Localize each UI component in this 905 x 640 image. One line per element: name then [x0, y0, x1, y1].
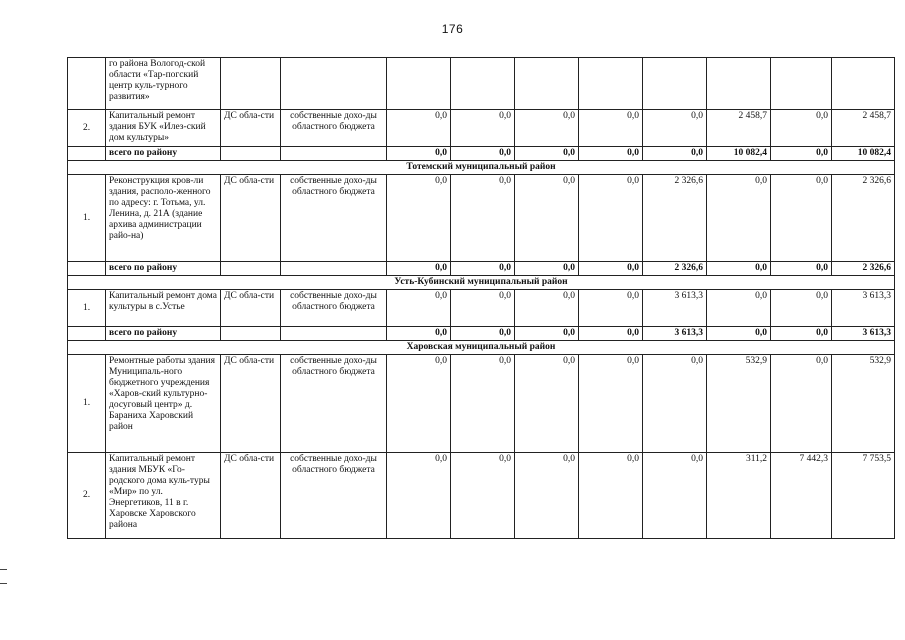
total-label: всего по району [106, 262, 221, 276]
funding-source: собственные дохо-ды областного бюджета [281, 110, 387, 147]
amount-cell: 0,0 [451, 147, 515, 161]
amount-cell: 0,0 [643, 355, 707, 453]
amount-cell: 2 326,6 [832, 175, 895, 262]
amount-cell [707, 58, 771, 110]
amount-cell: 0,0 [707, 290, 771, 327]
amount-cell: 2 458,7 [832, 110, 895, 147]
amount-cell: 0,0 [579, 175, 643, 262]
total-label: всего по району [106, 147, 221, 161]
amount-cell: 0,0 [579, 327, 643, 341]
amount-cell: 3 613,3 [832, 290, 895, 327]
row-number-cell [68, 262, 106, 276]
amount-cell: 532,9 [832, 355, 895, 453]
responsible-executor [221, 58, 281, 110]
total-label: всего по району [106, 327, 221, 341]
funding-source-cell [281, 327, 387, 341]
district-title: Харовская муниципальный район [68, 341, 895, 355]
table-row [68, 290, 895, 327]
funding-source-cell [281, 262, 387, 276]
funding-source [281, 58, 387, 110]
object-name: Капитальный ремонт дома культуры в с.Устье [106, 290, 221, 327]
responsible-executor: ДС обла-сти [221, 175, 281, 262]
amount-cell: 0,0 [579, 290, 643, 327]
amount-cell: 10 082,4 [832, 147, 895, 161]
amount-cell: 0,0 [387, 290, 451, 327]
responsible-executor: ДС обла-сти [221, 355, 281, 453]
table-row [68, 453, 895, 539]
amount-cell: 0,0 [387, 327, 451, 341]
budget-table [67, 57, 895, 539]
amount-cell: 2 326,6 [643, 262, 707, 276]
amount-cell: 0,0 [387, 453, 451, 539]
responsible-executor: ДС обла-сти [221, 453, 281, 539]
table-row [68, 355, 895, 453]
amount-cell: 2 326,6 [643, 175, 707, 262]
edge-mark [0, 583, 7, 584]
amount-cell: 0,0 [707, 262, 771, 276]
amount-cell: 0,0 [643, 147, 707, 161]
amount-cell: 0,0 [771, 110, 832, 147]
amount-cell: 0,0 [515, 290, 579, 327]
row-number: 2. [68, 453, 106, 539]
amount-cell: 0,0 [579, 355, 643, 453]
amount-cell: 0,0 [515, 110, 579, 147]
page-number: 176 [441, 22, 464, 36]
amount-cell: 10 082,4 [707, 147, 771, 161]
edge-mark [0, 569, 7, 570]
district-title: Тотемский муниципальный район [68, 161, 895, 175]
responsible-cell [221, 262, 281, 276]
district-section-row [68, 276, 895, 290]
amount-cell: 0,0 [451, 110, 515, 147]
amount-cell: 0,0 [579, 453, 643, 539]
district-total-row [68, 147, 895, 161]
responsible-executor: ДС обла-сти [221, 110, 281, 147]
amount-cell: 0,0 [451, 175, 515, 262]
amount-cell: 0,0 [515, 355, 579, 453]
amount-cell [579, 58, 643, 110]
amount-cell: 0,0 [771, 290, 832, 327]
amount-cell: 0,0 [579, 110, 643, 147]
row-number: 1. [68, 290, 106, 327]
amount-cell: 532,9 [707, 355, 771, 453]
amount-cell: 0,0 [451, 453, 515, 539]
amount-cell: 0,0 [771, 147, 832, 161]
amount-cell: 0,0 [707, 327, 771, 341]
funding-source-cell [281, 147, 387, 161]
amount-cell: 0,0 [387, 175, 451, 262]
amount-cell: 3 613,3 [643, 290, 707, 327]
row-number-cell [68, 147, 106, 161]
amount-cell [643, 58, 707, 110]
amount-cell: 0,0 [515, 262, 579, 276]
row-number [68, 58, 106, 110]
object-name: Реконструкция кров-ли здания, располо-женного по адресу: г. Тотьма, ул. Ленина, д. 21А (здание архива администрации райо-на) [106, 175, 221, 262]
amount-cell: 3 613,3 [832, 327, 895, 341]
amount-cell: 0,0 [387, 147, 451, 161]
funding-source: собственные дохо-ды областного бюджета [281, 355, 387, 453]
amount-cell: 0,0 [515, 327, 579, 341]
district-section-row [68, 341, 895, 355]
district-total-row [68, 262, 895, 276]
responsible-cell [221, 147, 281, 161]
amount-cell: 0,0 [579, 147, 643, 161]
amount-cell: 0,0 [387, 110, 451, 147]
amount-cell [387, 58, 451, 110]
district-total-row [68, 327, 895, 341]
table-row [68, 110, 895, 147]
amount-cell: 0,0 [451, 290, 515, 327]
amount-cell: 0,0 [451, 355, 515, 453]
responsible-executor: ДС обла-сти [221, 290, 281, 327]
amount-cell: 0,0 [515, 453, 579, 539]
row-number: 1. [68, 175, 106, 262]
row-number: 1. [68, 355, 106, 453]
object-name: го района Вологод-ской области «Тар-погский центр куль-турного развития» [106, 58, 221, 110]
amount-cell [832, 58, 895, 110]
amount-cell: 0,0 [387, 262, 451, 276]
amount-cell: 311,2 [707, 453, 771, 539]
amount-cell: 0,0 [579, 262, 643, 276]
object-name: Капитальный ремонт здания МБУК «Го-родского дома куль-туры «Мир» по ул. Энергетиков, 11 в г. Харовске Харовского района [106, 453, 221, 539]
amount-cell: 0,0 [643, 453, 707, 539]
row-number-cell [68, 327, 106, 341]
amount-cell: 7 442,3 [771, 453, 832, 539]
amount-cell: 0,0 [643, 110, 707, 147]
table-row [68, 175, 895, 262]
amount-cell: 0,0 [451, 262, 515, 276]
amount-cell: 2 458,7 [707, 110, 771, 147]
amount-cell: 0,0 [515, 175, 579, 262]
funding-source: собственные дохо-ды областного бюджета [281, 290, 387, 327]
amount-cell: 0,0 [387, 355, 451, 453]
amount-cell: 0,0 [707, 175, 771, 262]
amount-cell: 0,0 [771, 355, 832, 453]
amount-cell: 0,0 [771, 262, 832, 276]
district-title: Усть-Кубинский муниципальный район [68, 276, 895, 290]
funding-source: собственные дохо-ды областного бюджета [281, 453, 387, 539]
object-name: Капитальный ремонт здания БУК «Илез-ский дом культуры» [106, 110, 221, 147]
responsible-cell [221, 327, 281, 341]
amount-cell [515, 58, 579, 110]
amount-cell: 3 613,3 [643, 327, 707, 341]
funding-source: собственные дохо-ды областного бюджета [281, 175, 387, 262]
amount-cell: 7 753,5 [832, 453, 895, 539]
amount-cell [771, 58, 832, 110]
amount-cell: 0,0 [451, 327, 515, 341]
amount-cell: 0,0 [515, 147, 579, 161]
amount-cell [451, 58, 515, 110]
district-section-row [68, 161, 895, 175]
table-row [68, 58, 895, 110]
row-number: 2. [68, 110, 106, 147]
object-name: Ремонтные работы здания Муниципаль-ного бюджетного учреждения «Харов-ский культурно-досуговый центр» д. Бараниха Харовский район [106, 355, 221, 453]
amount-cell: 2 326,6 [832, 262, 895, 276]
amount-cell: 0,0 [771, 327, 832, 341]
amount-cell: 0,0 [771, 175, 832, 262]
